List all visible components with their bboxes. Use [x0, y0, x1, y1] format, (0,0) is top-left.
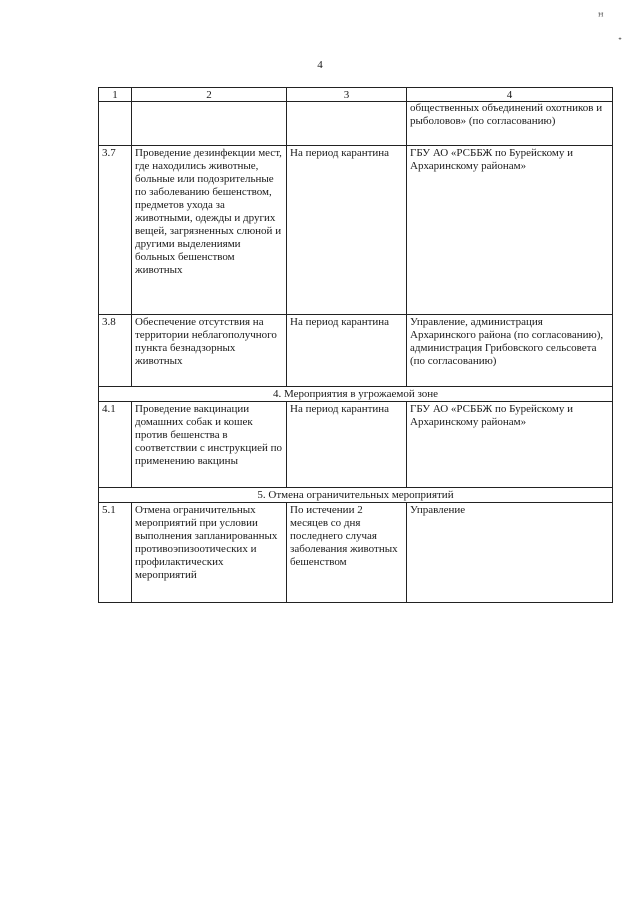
measures-table — [98, 87, 613, 603]
row-number: 3.8 — [99, 315, 132, 387]
table-header-row — [99, 88, 613, 102]
table-row — [99, 146, 613, 315]
row-term: На период карантина — [287, 146, 407, 315]
row-measure — [132, 102, 287, 146]
row-measure: Обеспечение отсутствия на территории неблагополучного пункта безнадзорных животных — [132, 315, 287, 387]
table-row — [99, 102, 613, 146]
corner-mark: ꟸ — [598, 12, 604, 23]
table-row — [99, 503, 613, 603]
section-heading-row — [99, 387, 613, 402]
row-number — [99, 102, 132, 146]
row-responsible: Управление — [407, 503, 613, 603]
column-header: 1 — [99, 88, 132, 102]
row-term: По истечении 2 месяцев со дня последнего случая заболевания животных бешенством — [287, 503, 407, 603]
table-row — [99, 315, 613, 387]
row-responsible: Управление, администрация Архаринского района (по согласованию), администрация Грибовского сельсовета (по согласованию) — [407, 315, 613, 387]
column-header: 4 — [407, 88, 613, 102]
page-number: 4 — [317, 59, 323, 71]
column-header: 2 — [132, 88, 287, 102]
row-number: 4.1 — [99, 402, 132, 488]
section-title: 5. Отмена ограничительных мероприятий — [99, 488, 613, 503]
row-number: 5.1 — [99, 503, 132, 603]
section-heading-row — [99, 488, 613, 503]
row-term — [287, 102, 407, 146]
table-row — [99, 402, 613, 488]
column-header: 3 — [287, 88, 407, 102]
row-responsible: ГБУ АО «РСББЖ по Бурейскому и Архаринскому районам» — [407, 146, 613, 315]
row-term: На период карантина — [287, 402, 407, 488]
corner-mark: ᐩ — [618, 36, 622, 47]
row-responsible: ГБУ АО «РСББЖ по Бурейскому и Архаринскому районам» — [407, 402, 613, 488]
section-title: 4. Мероприятия в угрожаемой зоне — [99, 387, 613, 402]
row-measure: Отмена ограничительных мероприятий при условии выполнения запланированных противоэпизоотических и профилактических мероприятий — [132, 503, 287, 603]
row-term: На период карантина — [287, 315, 407, 387]
row-measure: Проведение дезинфекции мест, где находились животные, больные или подозрительные по заболеванию бешенством, предметов ухода за животными, одежды и других вещей, загрязненных слюной и другими выделениями больных бешенством животных — [132, 146, 287, 315]
row-measure: Проведение вакцинации домашних собак и кошек против бешенства в соответствии с инструкцией по применению вакцины — [132, 402, 287, 488]
row-responsible: общественных объединений охотников и рыболовов» (по согласованию) — [407, 102, 613, 146]
row-number: 3.7 — [99, 146, 132, 315]
